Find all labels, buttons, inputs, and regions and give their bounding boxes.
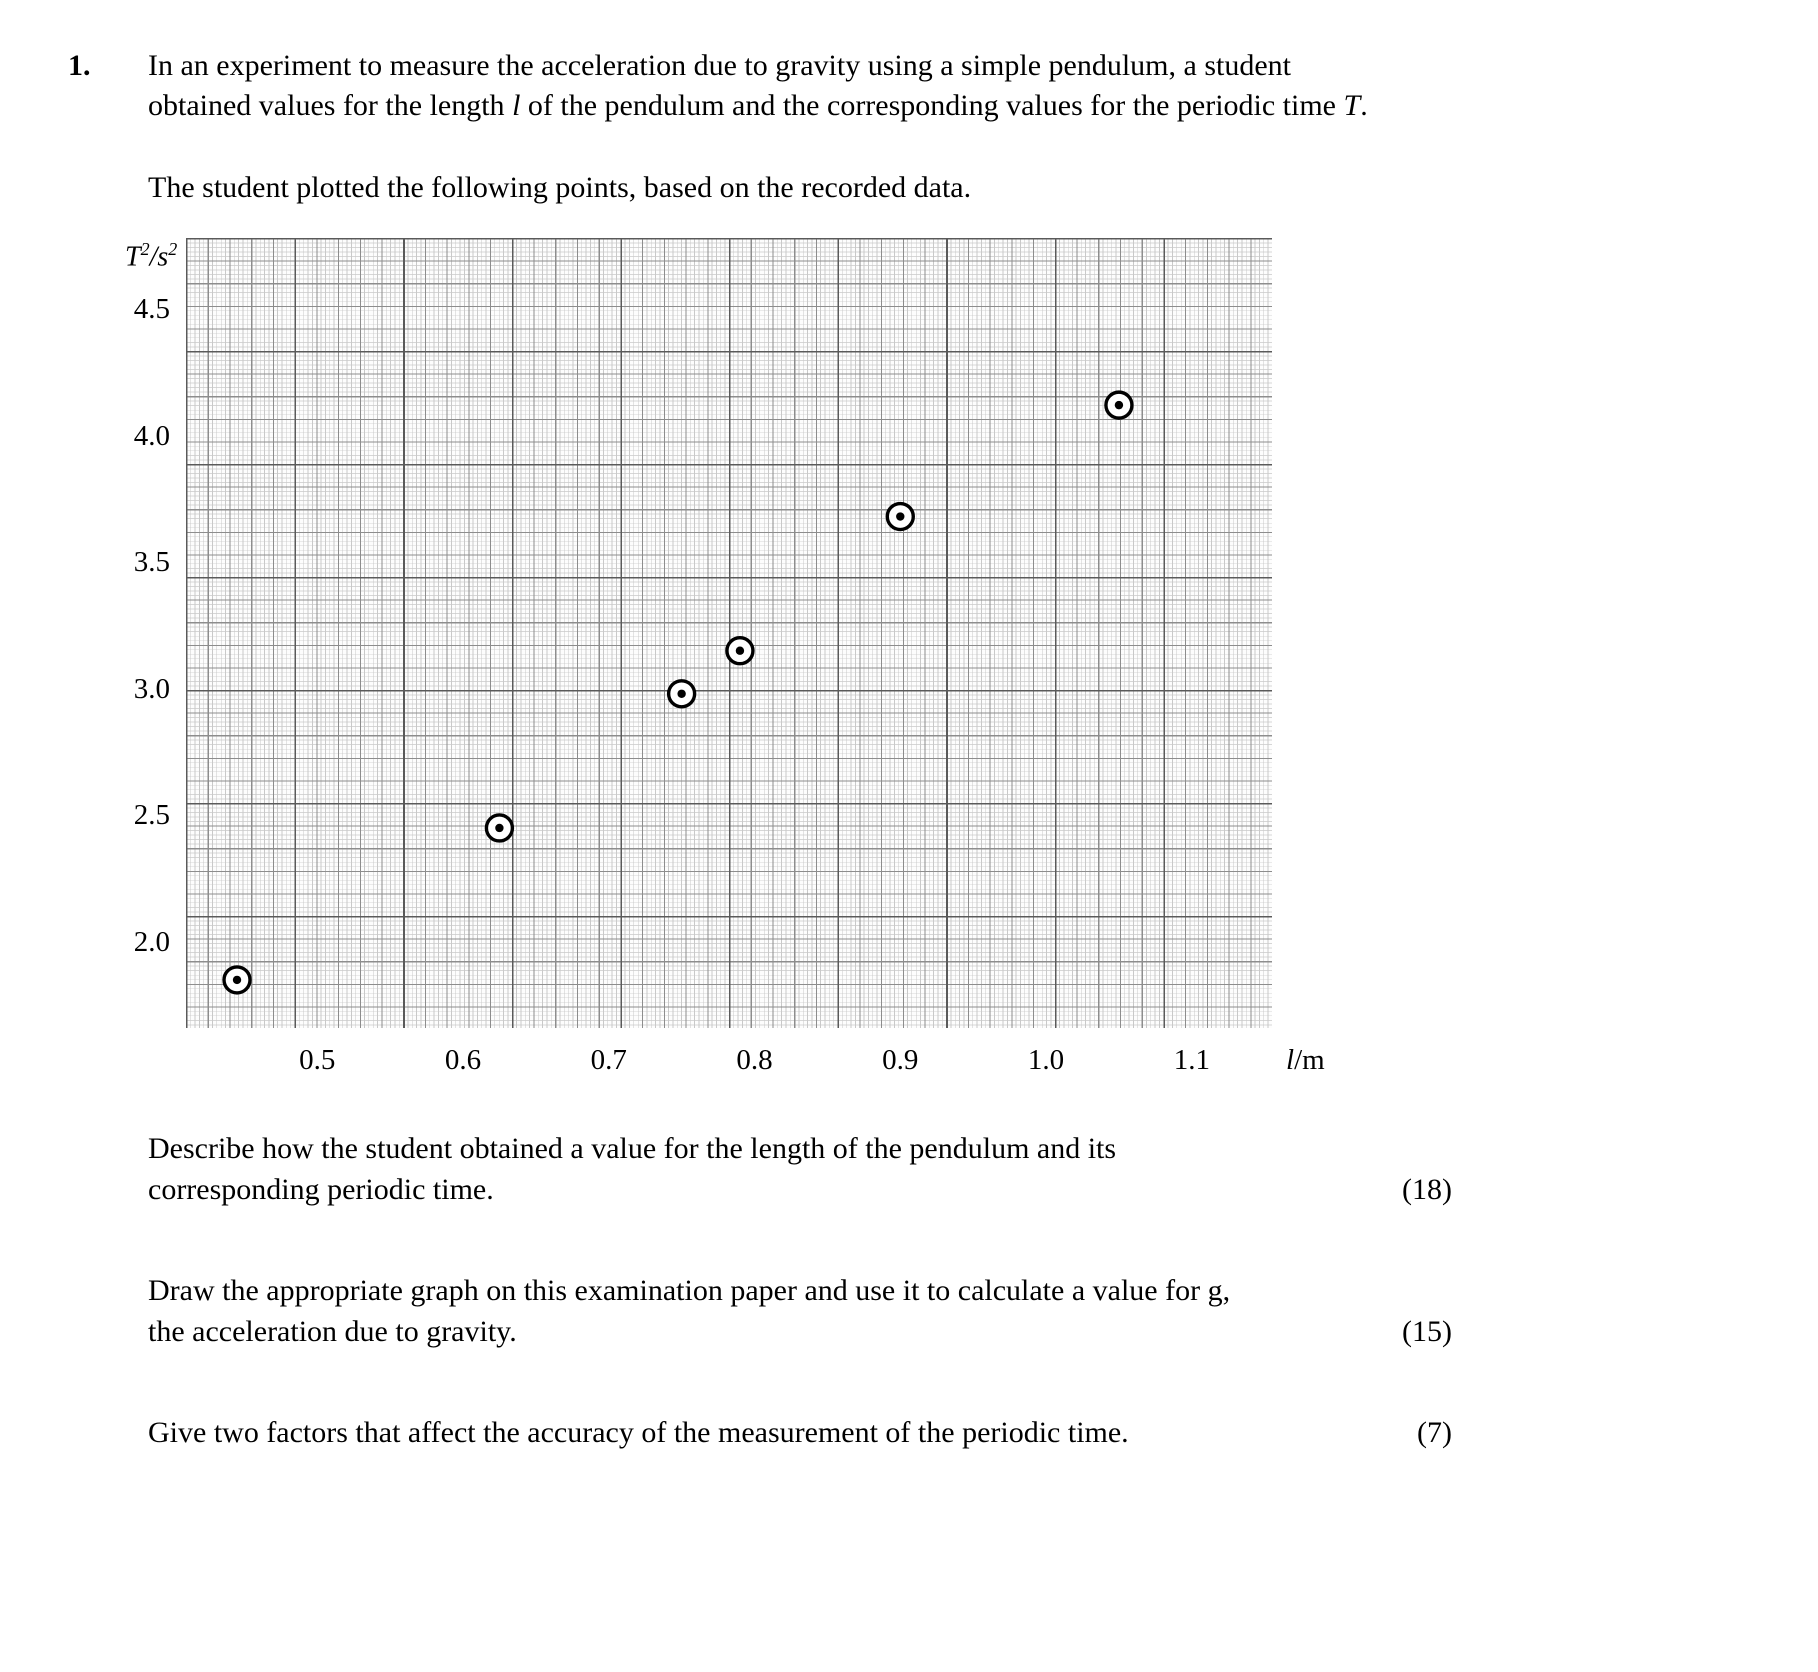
question-part	[0, 1270, 1818, 1352]
x-axis-label-l: l	[1286, 1044, 1295, 1076]
stem-line-2	[148, 86, 1458, 126]
y-axis-ticks	[40, 228, 170, 1018]
question-part-line: corresponding periodic time.	[148, 1173, 494, 1206]
question-part-text	[148, 1270, 1328, 1352]
x-tick-label: 0.5	[299, 1044, 336, 1076]
graph-figure	[0, 228, 1818, 1088]
data-point-marker	[887, 504, 913, 530]
stem-line-2-part-c: .	[1360, 89, 1368, 122]
x-axis-label	[1286, 1044, 1325, 1076]
plot-area[interactable]	[186, 238, 1272, 1028]
stem-line-1: In an experiment to measure the acceleration due to gravity using a simple pendulum, a student	[148, 49, 1291, 82]
question-stem-body	[148, 46, 1458, 208]
question-number: 1.	[68, 49, 91, 82]
y-axis-label-per-s: /s	[149, 241, 169, 273]
question-part	[0, 1412, 1818, 1453]
x-tick-label: 1.1	[1173, 1044, 1210, 1076]
y-tick-label: 2.5	[133, 799, 170, 832]
symbol-period-T: T	[1343, 89, 1361, 122]
question-part-line: Describe how the student obtained a value for the length of the pendulum and its	[148, 1132, 1117, 1165]
symbol-length-l: l	[512, 89, 521, 122]
question-part-line: Give two factors that affect the accuracy of the measurement of the periodic time.	[148, 1416, 1129, 1449]
y-tick-label: 3.5	[133, 546, 170, 579]
question-part-text	[148, 1412, 1328, 1453]
y-axis-label-sup-2: 2	[140, 239, 150, 259]
y-tick-label: 4.0	[133, 419, 170, 452]
x-tick-label: 0.8	[736, 1044, 773, 1076]
data-point-marker	[486, 815, 512, 841]
y-tick-label: 3.0	[133, 672, 170, 705]
x-tick-label: 1.0	[1027, 1044, 1065, 1076]
x-tick-label: 0.6	[444, 1044, 482, 1076]
x-axis-label-unit: /m	[1294, 1044, 1325, 1076]
x-axis-ticks	[186, 1044, 1272, 1084]
stem-line-2-part-a: obtained values for the length	[148, 89, 513, 122]
data-point-marker	[224, 967, 250, 993]
stem-line-2-part-b: of the pendulum and the corresponding values for the periodic time	[520, 89, 1344, 122]
data-point-marker	[727, 638, 753, 664]
question-part-line: Draw the appropriate graph on this examination paper and use it to calculate a value for g,	[148, 1274, 1231, 1307]
x-tick-label: 0.9	[882, 1044, 919, 1076]
marks-allocation: (15)	[1402, 1315, 1452, 1348]
marks-allocation: (7)	[1417, 1416, 1452, 1449]
x-tick-label: 0.7	[590, 1044, 627, 1076]
y-axis-label-sup-2b: 2	[168, 239, 178, 259]
question-part-text	[148, 1128, 1328, 1210]
question-part-line: the acceleration due to gravity.	[148, 1315, 517, 1348]
data-point-marker	[1106, 392, 1132, 418]
y-axis-label-T: T	[125, 241, 141, 273]
y-tick-label: 4.5	[133, 292, 170, 325]
question-part	[0, 1128, 1818, 1210]
marks-allocation: (18)	[1402, 1173, 1452, 1206]
data-points-layer	[186, 238, 1272, 1028]
y-tick-label: 2.0	[133, 925, 170, 958]
data-point-marker	[669, 681, 695, 707]
stem-line-3: The student plotted the following points, based on the recorded data.	[148, 171, 972, 204]
